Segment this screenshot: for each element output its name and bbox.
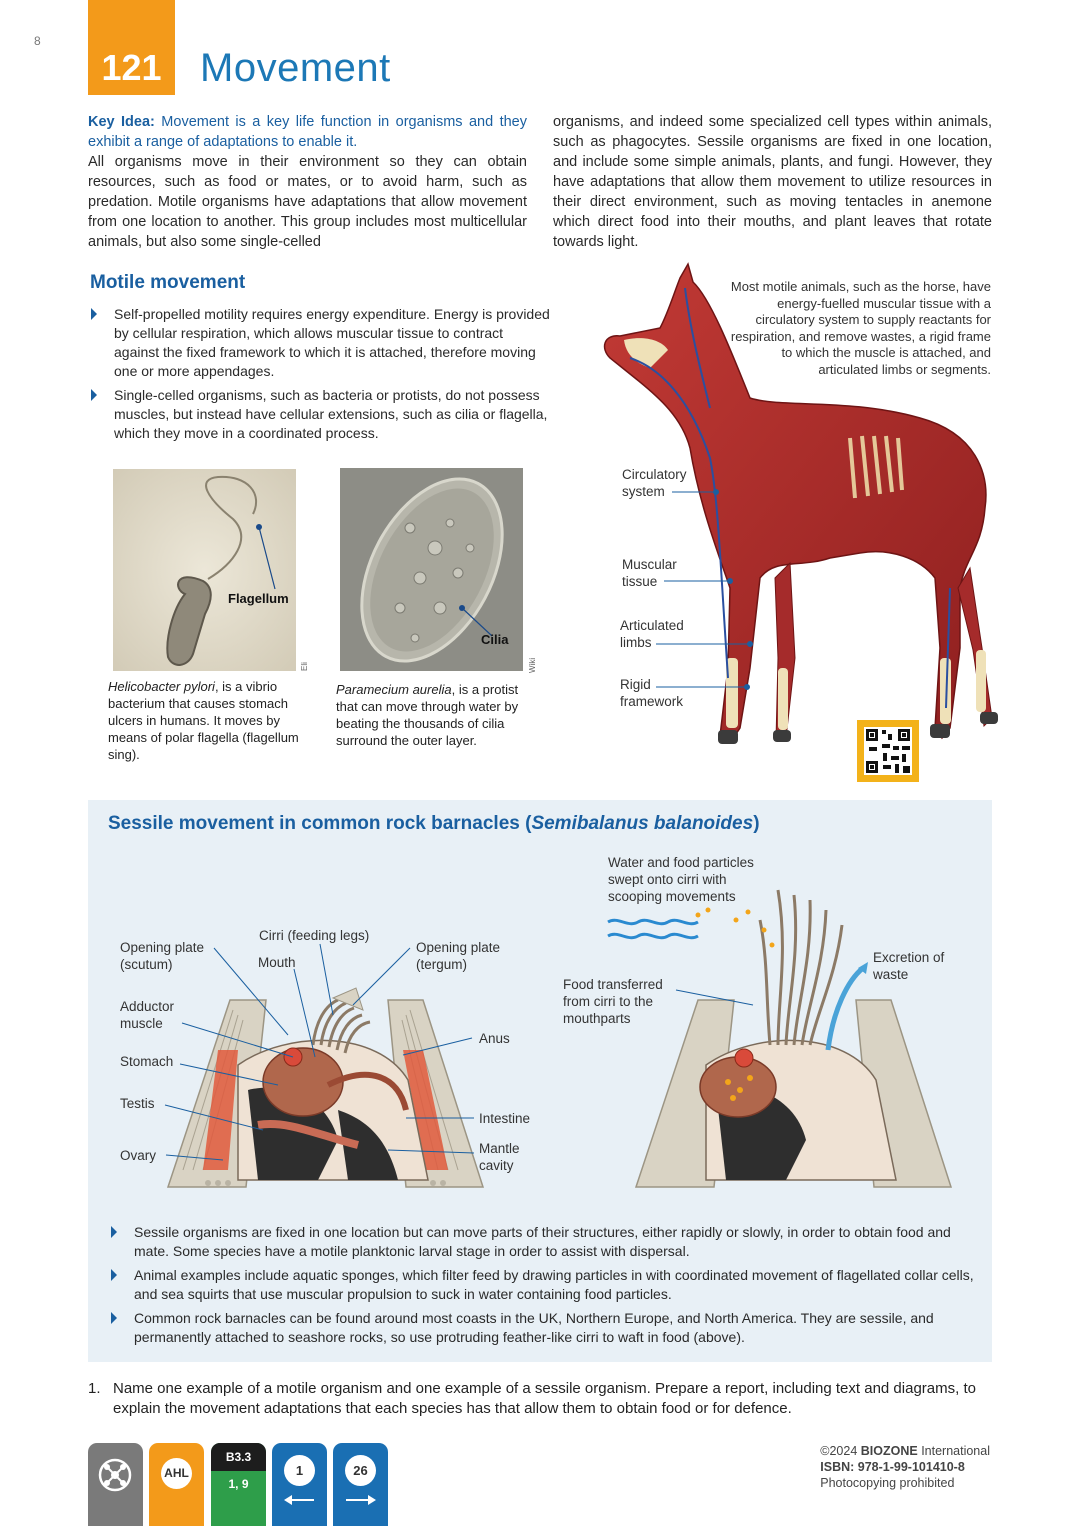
label-excretion: Excretion of waste <box>873 950 945 982</box>
horse-label-circulatory: Circulatory system <box>622 467 687 499</box>
horse-label-muscular: Muscular tissue <box>622 557 677 589</box>
next-activity-tab[interactable] <box>333 1443 388 1526</box>
page-number: 8 <box>34 34 41 48</box>
sessile-heading <box>108 813 760 835</box>
motile-heading: Motile movement <box>90 272 246 293</box>
arrow-right-icon <box>345 1493 376 1507</box>
label-mantle-cavity: Mantle cavity <box>479 1141 520 1173</box>
topic-tab[interactable] <box>211 1443 266 1526</box>
barnacle-closed-diagram <box>165 944 483 1187</box>
qr-code[interactable] <box>857 720 919 782</box>
key-idea-text: Movement is a key life function in organisms and they exhibit a range of adaptations to enable it. <box>88 114 527 150</box>
label-intestine: Intestine <box>479 1111 531 1126</box>
label-cirri: Cirri (feeding legs) <box>259 928 370 943</box>
copyright-suffix: International <box>917 1444 990 1458</box>
page-title: Movement <box>200 46 391 90</box>
label-opening-plate-scutum: Opening plate (scutum) <box>120 940 205 972</box>
key-idea-label: Key Idea: <box>88 114 155 130</box>
helicobacter-image <box>113 469 296 671</box>
sessile-heading-main: Sessile movement in common rock barnacles ( <box>108 813 532 834</box>
ahl-tab[interactable] <box>149 1443 204 1526</box>
prev-activity-tab[interactable] <box>272 1443 327 1526</box>
concept-map-tab[interactable] <box>88 1443 143 1526</box>
paramecium-caption <box>336 681 531 749</box>
label-mouth: Mouth <box>258 955 296 970</box>
label-stomach: Stomach <box>120 1054 174 1069</box>
activity-number: 121 <box>101 47 162 88</box>
label-opening-plate-tergum: Opening plate (tergum) <box>416 940 501 972</box>
photocopy-notice: Photocopying prohibited <box>820 1476 955 1490</box>
flagellum-label: Flagellum <box>228 591 289 606</box>
question-text: Name one example of a motile organism and one example of a sessile organism. Prepare a report, including text and diagrams, to explain the movement adaptations that each species has that allow them to obtain food or for defence. <box>113 1380 976 1417</box>
paramecium-photo <box>340 468 523 671</box>
intro-left-column <box>88 112 527 252</box>
motile-bullet-2: Single-celled organisms, such as bacteria or protists, do not possess muscles, but instead have cellular extensions, such as cilia or flagella, which they move in a coordinated process. <box>88 386 550 443</box>
helicobacter-name: Helicobacter pylori <box>108 679 215 694</box>
question-1 <box>88 1379 988 1419</box>
horse-note: Most motile animals, such as the horse, have energy-fuelled muscular tissue with a circulatory system to supply reactants for respiration, and remove wastes, a rigid frame to which the muscle is attached, and articulated limbs or segments. <box>730 279 991 377</box>
intro-body-left: All organisms move in their environment so they can obtain resources, such as food or mates, or to avoid harm, such as predation. Motile organisms have adaptations that allow movement from one location to another. This group includes most multicellular animals, but also some single-celled <box>88 154 527 250</box>
copyright-prefix: ©2024 <box>820 1444 861 1458</box>
motile-bullet-list <box>88 305 550 443</box>
paramecium-image <box>340 468 523 671</box>
sessile-bullet-1: Sessile organisms are fixed in one location but can move parts of their structures, either rapidly or slowly, in order to obtain food and mate. Some species have a motile planktonic larval stage in order to assist with dispersal. <box>108 1223 983 1261</box>
helicobacter-caption-text: , is a vibrio bacterium that causes stomach ulcers in humans. It moves by means of polar flagella (flagellum sing). <box>108 679 299 762</box>
key-idea <box>88 112 527 152</box>
question-number: 1. <box>88 1380 101 1397</box>
paramecium-caption-text: , is a protist that can move through water by beating the thousands of cilia surround the outer layer. <box>336 682 519 748</box>
label-testis: Testis <box>120 1096 155 1111</box>
sessile-heading-end: ) <box>753 813 760 834</box>
photo2-credit: Wiki <box>528 657 537 673</box>
topic-code: B3.3 <box>211 1443 266 1471</box>
brand-name: BIOZONE <box>860 1444 918 1458</box>
arrow-left-icon <box>284 1493 315 1507</box>
sessile-bullet-list <box>108 1223 983 1347</box>
barnacle-feeding-diagram <box>608 890 951 1187</box>
copyright <box>820 1443 990 1459</box>
label-water-food-particles: Water and food particles swept onto cirri with scooping movements <box>608 855 754 904</box>
horse-label-articulated: Articulated limbs <box>620 618 684 650</box>
sessile-bullet-2: Animal examples include aquatic sponges, which filter feed by drawing particles in with coordinated movement of flagellated collar cells, and sea squirts that use muscular propulsion to suck in water containing food particles. <box>108 1266 983 1304</box>
label-adductor-muscle: Adductor muscle <box>120 999 175 1031</box>
isbn: ISBN: 978-1-99-101410-8 <box>820 1460 965 1474</box>
footer <box>820 1443 990 1491</box>
label-food-transferred: Food transferred from cirri to the mouthparts <box>563 977 663 1026</box>
barnacle-diagrams <box>88 850 992 1200</box>
ahl-label: AHL <box>161 1458 192 1489</box>
cilia-label: Cilia <box>481 632 509 647</box>
sessile-heading-species: Semibalanus balanoides <box>531 813 754 834</box>
helicobacter-caption <box>108 678 303 763</box>
network-icon <box>88 1443 143 1503</box>
horse-label-rigid: Rigid framework <box>620 677 684 709</box>
next-activity-number: 26 <box>345 1455 376 1486</box>
intro-body-right: organisms, and indeed some specialized cell types within animals, such as phagocytes. Sessile organisms are fixed in one location, and include some simple animals, plants, and fungi. However, they have adaptations that allow them movement to utilize resources in their direct environment, such as moving tentacles in anemone which direct food into their mouths, and plant leaves that rotate towards light. <box>553 114 992 250</box>
label-ovary: Ovary <box>120 1148 157 1163</box>
paramecium-name: Paramecium aurelia <box>336 682 452 697</box>
photo1-credit: Eli <box>300 662 309 671</box>
sessile-bullet-3: Common rock barnacles can be found around most coasts in the UK, Northern Europe, and North America. They are sessile, and permanently attached to seashore rocks, so use protruding feather-like cirri to waft in food (above). <box>108 1309 983 1347</box>
qr-code-icon <box>857 720 919 782</box>
helicobacter-photo <box>113 469 296 671</box>
topic-links: 1, 9 <box>228 1477 249 1491</box>
motile-bullet-1: Self-propelled motility requires energy expenditure. Energy is provided by cellular respiration, which allows muscular tissue to contract against the fixed framework to which it is attached, therefore moving one or more appendages. <box>88 305 550 381</box>
activity-number-badge <box>88 0 175 95</box>
label-anus: Anus <box>479 1031 510 1046</box>
prev-activity-number: 1 <box>284 1455 315 1486</box>
